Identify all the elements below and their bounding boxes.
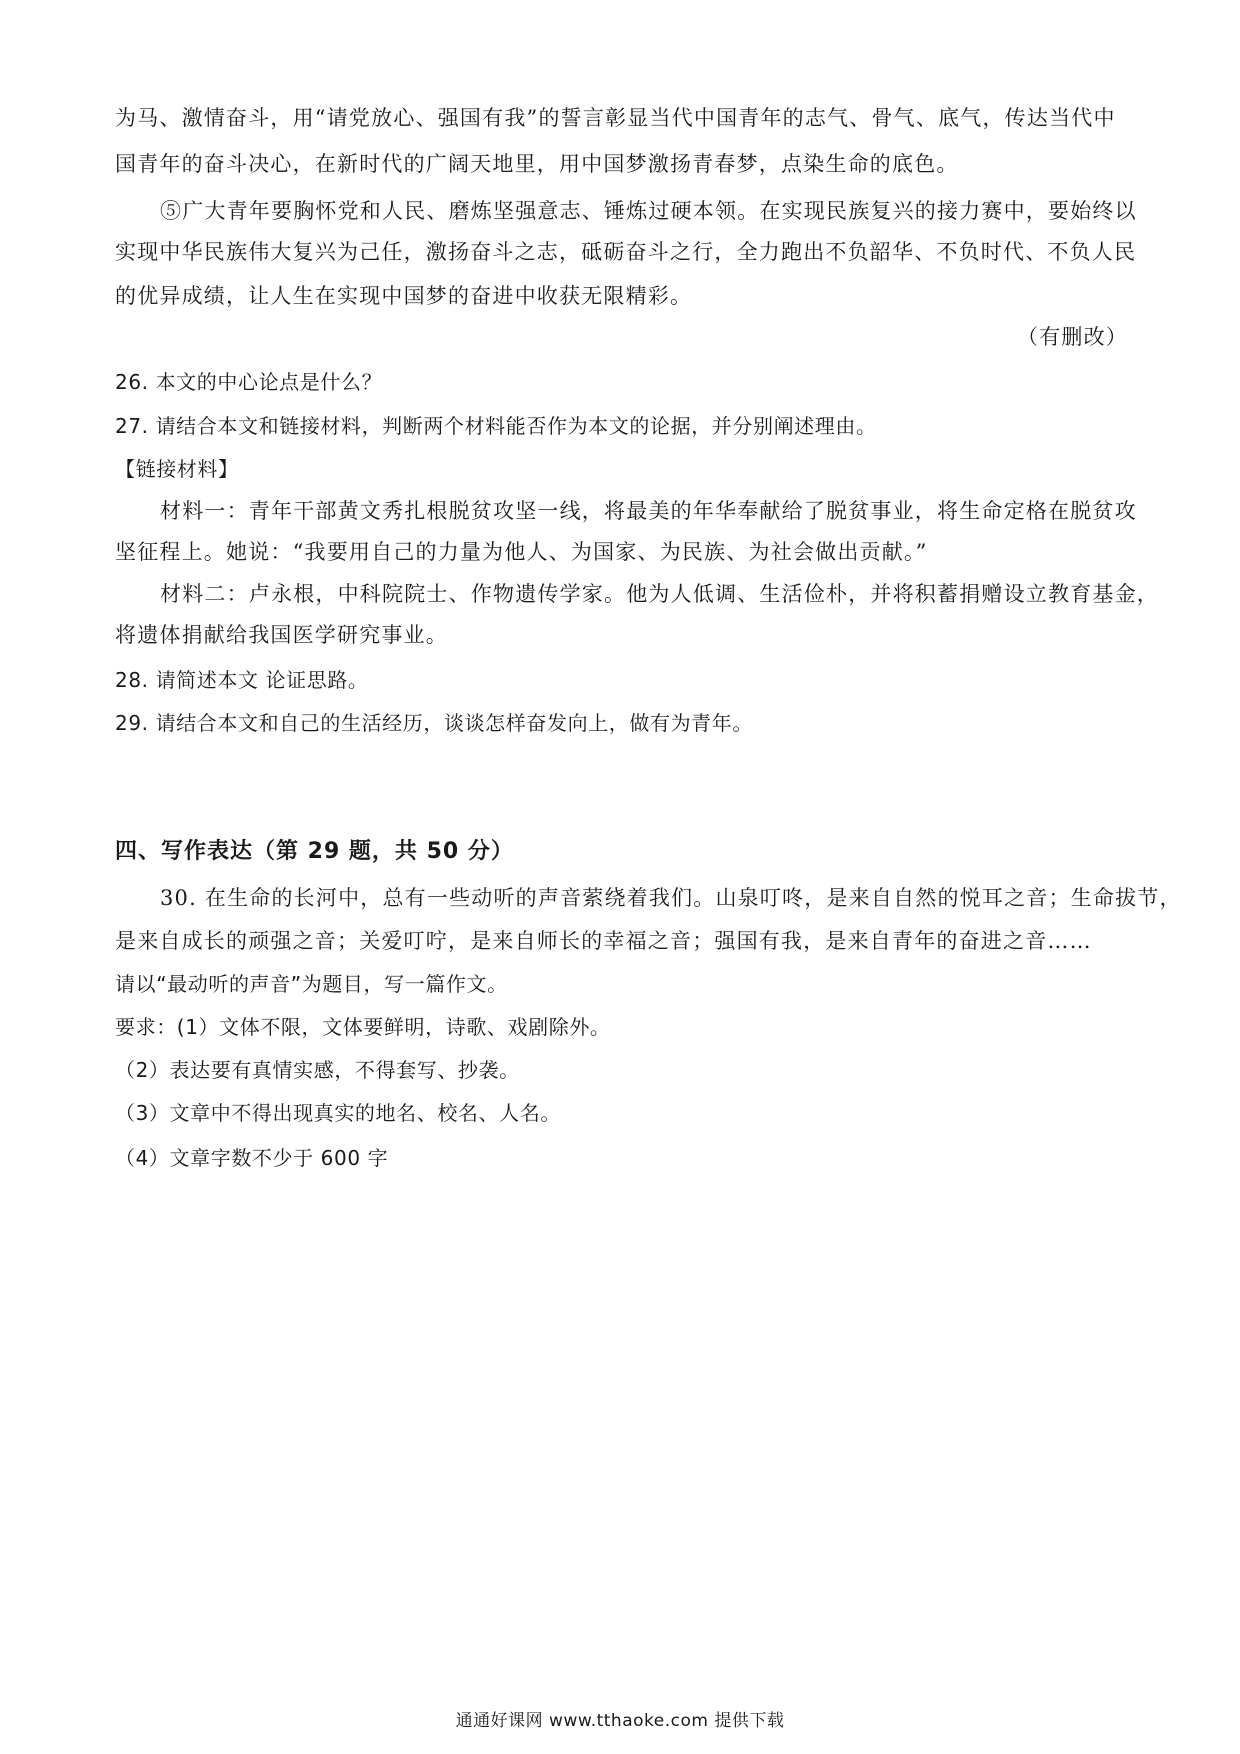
question-27: 27. 请结合本文和链接材料，判断两个材料能否作为本文的论据，并分别阐述理由。 [115,414,877,438]
footer-source: 通通好课网 www.tthaoke.com 提供下载 [455,1711,785,1731]
material-2-line: 材料二：卢永根，中科院院士、作物遗传学家。他为人低调、生活俭朴，并将积蓄捐赠设立教育基金， [160,582,1159,606]
paragraph-5-line: 实现中华民族伟大复兴为己任，激扬奋斗之志，砥砺奋斗之行，全力跑出不负韶华、不负时代、不负人民 [115,240,1137,264]
writing-requirement: （2）表达要有真情实感，不得套写、抄袭。 [115,1058,520,1082]
writing-prompt: 请以“最动听的声音”为题目，写一篇作文。 [115,972,508,996]
writing-requirement: （4）文章字数不少于 600 字 [115,1146,389,1170]
passage-line: 国青年的奋斗决心，在新时代的广阔天地里，用中国梦激扬青春梦，点染生命的底色。 [115,152,959,176]
question-29: 29. 请结合本文和自己的生活经历，谈谈怎样奋发向上，做有为青年。 [115,711,753,735]
writing-requirement: 要求：(1）文体不限，文体要鲜明，诗歌、戏剧除外。 [115,1015,611,1039]
paragraph-5-line: ⑤广大青年要胸怀党和人民、磨炼坚强意志、锤炼过硬本领。在实现民族复兴的接力赛中，要始终以 [160,199,1137,223]
link-material-title: 【链接材料】 [115,457,239,481]
paragraph-5-line: 的优异成绩，让人生在实现中国梦的奋进中收获无限精彩。 [115,284,693,308]
question-30-line: 30. 在生命的长河中，总有一些动听的声音萦绕着我们。山泉叮咚，是来自自然的悦耳之音；生命拔节， [160,886,1182,910]
material-1-line: 材料一：青年干部黄文秀扎根脱贫攻坚一线，将最美的年华奉献给了脱贫事业，将生命定格在脱贫攻 [160,499,1137,523]
passage-line: 为马、激情奋斗，用“请党放心、强国有我”的誓言彰显当代中国青年的志气、骨气、底气，传达当代中 [115,106,1116,130]
material-1-line: 坚征程上。她说：“我要用自己的力量为他人、为国家、为民族、为社会做出贡献。” [115,540,928,564]
section-title: 四、写作表达（第 29 题，共 50 分） [115,839,514,864]
question-30-line: 是来自成长的顽强之音；关爱叮咛，是来自师长的幸福之音；强国有我，是来自青年的奋进之音…… [115,929,1092,953]
edit-note: （有删改） [1017,325,1128,349]
question-28: 28. 请简述本文 论证思路。 [115,668,369,692]
writing-requirement: （3）文章中不得出现真实的地名、校名、人名。 [115,1101,561,1125]
material-2-line: 将遗体捐献给我国医学研究事业。 [115,623,448,647]
question-26: 26. 本文的中心论点是什么？ [115,370,383,394]
